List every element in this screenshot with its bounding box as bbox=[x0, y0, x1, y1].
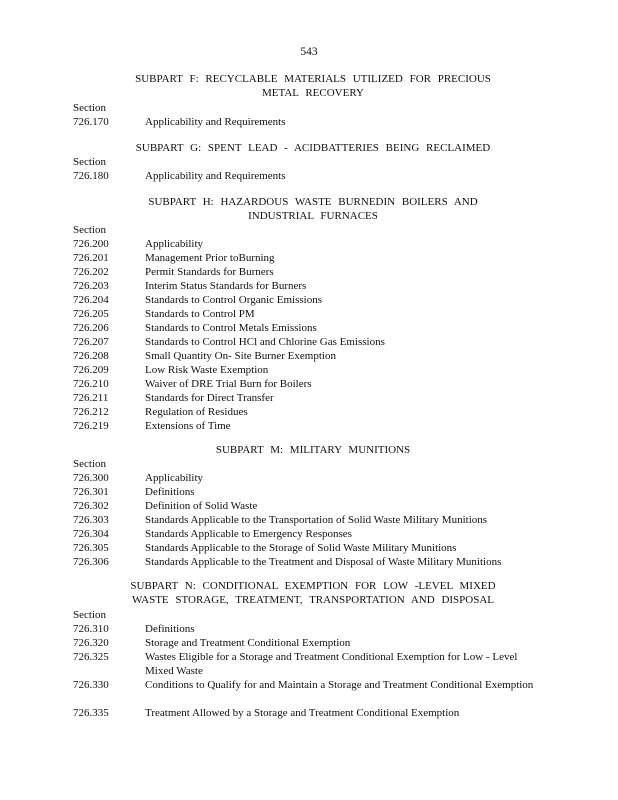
section-label: Section bbox=[73, 609, 106, 621]
subpart-heading-line: METAL RECOVERY bbox=[261, 87, 365, 99]
section-number: 726.206 bbox=[73, 322, 109, 334]
section-title: Storage and Treatment Conditional Exemption bbox=[145, 637, 351, 649]
section-title: Applicability and Requirements bbox=[145, 170, 286, 182]
section-title: Small Quantity On- Site Burner Exemption bbox=[145, 350, 336, 362]
section-title: Waiver of DRE Trial Burn for Boilers bbox=[145, 378, 312, 390]
section-number: 726.219 bbox=[73, 420, 109, 432]
section-label: Section bbox=[73, 224, 106, 236]
section-title: Definitions bbox=[145, 486, 195, 498]
section-number: 726.304 bbox=[73, 528, 109, 540]
subpart-h-heading bbox=[100, 195, 526, 223]
section-title: Standards to Control HCl and Chlorine Gas Emissions bbox=[145, 336, 385, 348]
section-title: Extensions of Time bbox=[145, 420, 231, 432]
subpart-f-heading bbox=[100, 72, 526, 100]
subpart-m-heading bbox=[100, 443, 526, 457]
section-number: 726.335 bbox=[73, 707, 109, 719]
section-title: Standards to Control Metals Emissions bbox=[145, 322, 317, 334]
section-number: 726.180 bbox=[73, 170, 109, 182]
section-label: Section bbox=[73, 458, 106, 470]
section-number: 726.310 bbox=[73, 623, 109, 635]
section-title: Applicability and Requirements bbox=[145, 116, 286, 128]
section-number: 726.212 bbox=[73, 406, 109, 418]
section-number: 726.200 bbox=[73, 238, 109, 250]
section-number: 726.325 bbox=[73, 651, 109, 663]
section-number: 726.303 bbox=[73, 514, 109, 526]
section-number: 726.302 bbox=[73, 500, 109, 512]
section-number: 726.170 bbox=[73, 116, 109, 128]
section-title: Applicability bbox=[145, 472, 204, 484]
section-title: Wastes Eligible for a Storage and Treatment Conditional Exemption for Low - Level Mixed Waste bbox=[145, 651, 518, 677]
section-number: 726.211 bbox=[73, 392, 109, 404]
section-number: 726.203 bbox=[73, 280, 109, 292]
section-number: 726.208 bbox=[73, 350, 109, 362]
section-title: Definitions bbox=[145, 623, 195, 635]
subpart-n-heading bbox=[100, 579, 526, 607]
subpart-heading-line: SUBPART F: RECYCLABLE MATERIALS UTILIZED FOR PRECIOUS bbox=[135, 73, 491, 85]
section-number: 726.204 bbox=[73, 294, 109, 306]
section-title: Standards Applicable to the Treatment and Disposal of Waste Military Munitions bbox=[145, 556, 502, 568]
section-number: 726.301 bbox=[73, 486, 109, 498]
section-number: 726.306 bbox=[73, 556, 109, 568]
section-number: 726.300 bbox=[73, 472, 109, 484]
subpart-heading-line: SUBPART H: HAZARDOUS WASTE BURNEDIN BOILERS AND bbox=[148, 196, 478, 208]
section-number: 726.202 bbox=[73, 266, 109, 278]
subpart-heading-line: SUBPART M: MILITARY MUNITIONS bbox=[215, 444, 411, 456]
subpart-heading-line: SUBPART G: SPENT LEAD - ACIDBATTERIES BEING RECLAIMED bbox=[135, 142, 491, 154]
section-title: Conditions to Qualify for and Maintain a Storage and Treatment Conditional Exemption bbox=[145, 679, 534, 691]
section-label: Section bbox=[73, 102, 106, 114]
section-label: Section bbox=[73, 156, 106, 168]
section-number: 726.330 bbox=[73, 679, 109, 691]
subpart-heading-line: SUBPART N: CONDITIONAL EXEMPTION FOR LOW -LEVEL MIXED bbox=[130, 580, 496, 592]
section-title: Treatment Allowed by a Storage and Treatment Conditional Exemption bbox=[145, 707, 460, 719]
page-number: 543 bbox=[300, 46, 318, 58]
section-number: 726.207 bbox=[73, 336, 109, 348]
section-title: Standards Applicable to the Transportation of Solid Waste Military Munitions bbox=[145, 514, 488, 526]
subpart-heading-line: WASTE STORAGE, TREATMENT, TRANSPORTATION AND DISPOSAL bbox=[131, 594, 495, 606]
section-number: 726.205 bbox=[73, 308, 109, 320]
section-title: Applicability bbox=[145, 238, 204, 250]
section-title: Interim Status Standards for Burners bbox=[145, 280, 307, 292]
section-title: Regulation of Residues bbox=[145, 406, 248, 418]
section-title: Standards Applicable to Emergency Responses bbox=[145, 528, 352, 540]
section-number: 726.305 bbox=[73, 542, 109, 554]
section-number: 726.210 bbox=[73, 378, 109, 390]
subpart-g-heading bbox=[100, 141, 526, 155]
section-title: Management Prior toBurning bbox=[145, 252, 275, 264]
section-title: Low Risk Waste Exemption bbox=[145, 364, 269, 376]
section-title: Standards Applicable to the Storage of Solid Waste Military Munitions bbox=[145, 542, 457, 554]
subpart-heading-line: INDUSTRIAL FURNACES bbox=[248, 210, 378, 222]
section-title: Definition of Solid Waste bbox=[145, 500, 258, 512]
section-title: Standards to Control PM bbox=[145, 308, 255, 320]
section-number: 726.201 bbox=[73, 252, 109, 264]
section-title: Permit Standards for Burners bbox=[145, 266, 274, 278]
section-title: Standards for Direct Transfer bbox=[145, 392, 274, 404]
section-number: 726.320 bbox=[73, 637, 109, 649]
section-number: 726.209 bbox=[73, 364, 109, 376]
section-title: Standards to Control Organic Emissions bbox=[145, 294, 323, 306]
